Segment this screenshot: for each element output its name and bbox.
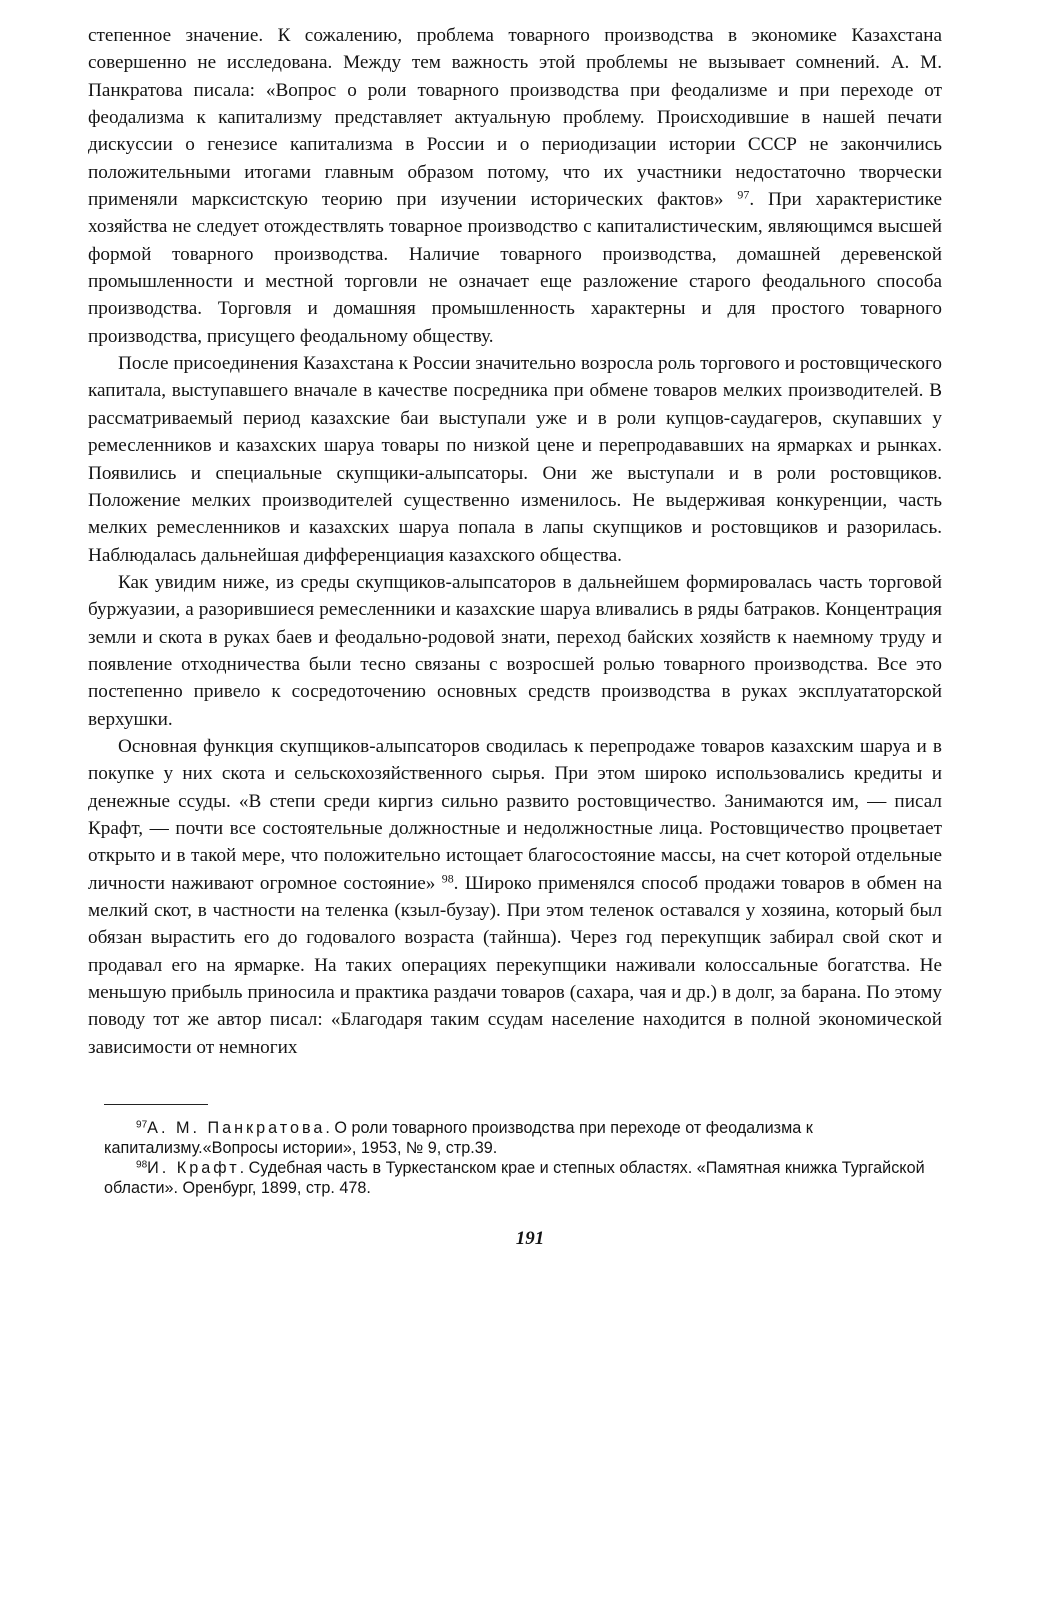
paragraph-text: . При характеристике хозяйства не следует отождествлять товарное производство с капиталистическим, являющимся высшей формой товарного производства. Наличие товарного производства, домашней деревенской промышленности и местной торговли не означает еще разложение старого феодального способа производства. Торговля и домашняя промышленность характерны и для простого товарного производства, присущего феодальному обществу. (88, 189, 942, 347)
footnote-number: 97 (136, 1119, 148, 1131)
footnote-ref-97: 97 (737, 187, 750, 202)
paragraph-text: После присоединения Казахстана к России значительно возросла роль торгового и ростовщического капитала, выступавшего вначале в качестве посредника при обмене товаров мелких производителей. В рассматриваемый период казахские баи выступали уже и в роли купцов-саудагеров, скупавших у ремесленников и казахских шаруа товары по низкой цене и перепродававших на ярмарках и рынках. Появились и специальные скупщики-алыпсаторы. Они же выступали и в роли ростовщиков. Положение мелких производителей существенно изменилось. Не выдерживая конкуренции, часть мелких ремесленников и казахских шаруа попала в лапы скупщиков и ростовщиков и разорилась. Наблюдалась дальнейшая дифференциация казахского общества. (88, 353, 942, 566)
page-number: 191 (515, 1228, 545, 1250)
footnote-author: И. Крафт (147, 1159, 240, 1178)
paragraph-text: Основная функция скупщиков-алыпсаторов сводилась к перепродаже товаров казахским шаруа и в покупке у них скота и сельскохозяйственного сырья. При этом широко использовались кредиты и денежные ссуды. «В степи среди киргиз сильно развито ростовщичество. Занимаются им, — писал Крафт, — почти все состоятельные должностные и недолжностные лица. Ростовщичество процветает открыто и в такой мере, что положительно истощает благосостояние массы, на счет которой отдельные личности наживают огромное состояние» (88, 735, 942, 894)
main-text (88, 22, 942, 1061)
footnote-number: 98 (136, 1159, 148, 1171)
paragraph-2 (88, 350, 942, 569)
paragraph-3 (88, 569, 942, 733)
footnote-author: А. М. Панкратова (147, 1119, 326, 1138)
paragraph-text: . Широко применялся способ продажи товаров в обмен на мелкий скот, в частности на теленка (кзыл-бузау). При этом теленок оставался у хозяина, который был обязан вырастить его до годовалого возраста (тайнша). Через год перекупщик забирал свой скот и продавал его на ярмарке. На таких операциях перекупщики наживали колоссальные богатства. Не меньшую прибыль приносила и практика раздачи товаров (сахара, чая и др.) в долг, за барана. По этому поводу тот же автор писал: «Благодаря таким ссудам население находится в полной экономической зависимости от немногих (88, 872, 942, 1058)
footnotes (104, 1118, 942, 1198)
paragraph-text: Как увидим ниже, из среды скупщиков-алыпсаторов в дальнейшем формировалась часть торговой буржуазии, а разорившиеся ремесленники и казахские шаруа вливались в ряды батраков. Концентрация земли и скота в руках баев и феодально-родовой знати, переход байских хозяйств к наемному труду и появление отходничества были тесно связаны с возросшей ролью товарного производства. Все это постепенно привело к сосредоточению основных средств производства в руках эксплуататорской верхушки. (88, 571, 942, 730)
footnote-ref-98: 98 (441, 871, 454, 886)
footnote-text: . О роли товарного производства при переходе от феодализма к капитализму.«Вопросы истории», 1953, № 9, стр.39. (104, 1119, 813, 1158)
footnote-text: . Судебная часть в Туркестанском крае и степных областях. «Памятная книжка Тургайской области». Оренбург, 1899, стр. 478. (104, 1159, 925, 1198)
footnote-98 (104, 1158, 942, 1198)
paragraph-text: степенное значение. К сожалению, проблема товарного производства в экономике Казахстана совершенно не исследована. Между тем важность этой проблемы не вызывает сомнений. А. М. Панкратова писала: «Вопрос о роли товарного производства при феодализме и при переходе от феодализма к капитализму представляет актуальную проблему. Происходившие в нашей печати дискуссии о генезисе капитализма в России и о периодизации истории СССР не закончились положительными итогами главным образом потому, что их участники недостаточно творчески применяли марксистскую теорию при изучении исторических фактов» (88, 25, 942, 211)
footnote-divider (104, 1104, 208, 1105)
paragraph-1 (88, 22, 942, 350)
paragraph-4 (88, 733, 942, 1061)
footnote-97 (104, 1118, 942, 1158)
